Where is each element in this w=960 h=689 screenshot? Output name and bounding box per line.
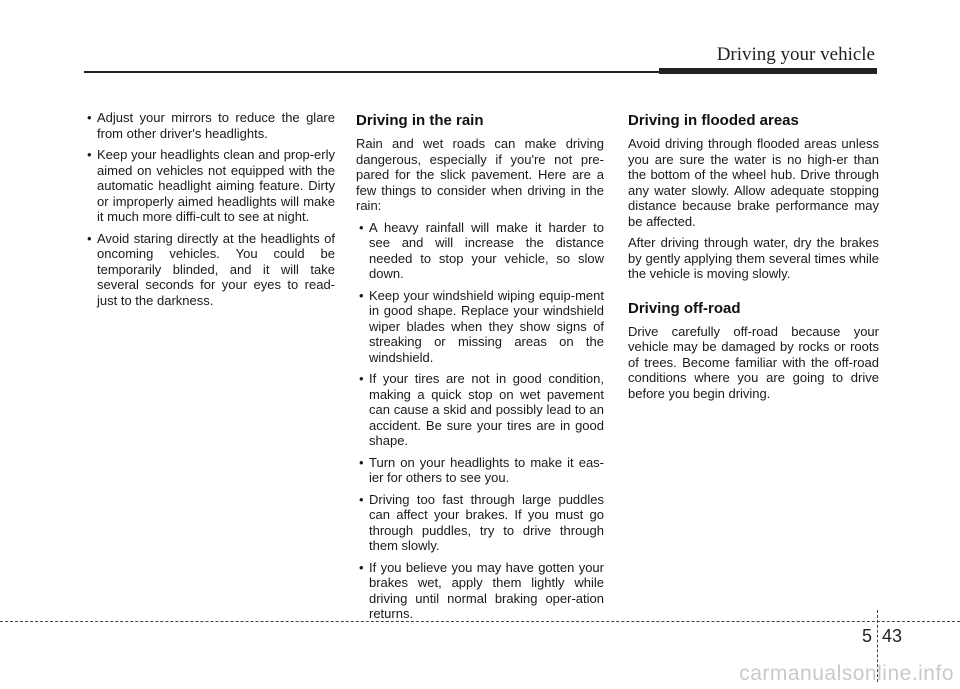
column-rain (356, 110, 604, 628)
flooded-paragraph-1: Avoid driving through flooded areas unless you are sure the water is no high-er than the bottom of the wheel hub. Drive through any water slowly. Allow adequate stopping distance because brake performance may be affected. (628, 136, 879, 229)
flooded-paragraph-2: After driving through water, dry the brakes by gently applying them several times while the vehicle is moving slowly. (628, 235, 879, 281)
bullet-icon: • (359, 559, 364, 575)
list-item: • Turn on your headlights to make it eas-ier for others to see you. (359, 454, 604, 485)
list-item: • Adjust your mirrors to reduce the glare from other driver's headlights. (87, 110, 335, 141)
section-heading-offroad: Driving off-road (628, 299, 741, 317)
list-item: • If your tires are not in good condition, making a quick stop on wet pavement can cause a skid and possibly lead to an accident. Be sure your tires are in good shape. (359, 371, 604, 448)
section-heading-rain: Driving in the rain (356, 112, 484, 129)
watermark: carmanualsonline.info (739, 662, 954, 685)
offroad-paragraph: Drive carefully off-road because your vehicle may be damaged by rocks or roots of trees. Become familiar with the off-road conditions where you are going to drive before you begin driving. (628, 323, 879, 401)
page-number: 43 (882, 626, 903, 646)
bullet-list (356, 220, 604, 622)
section-number: 5 (861, 626, 872, 646)
header-rule-thick (659, 68, 877, 74)
column-mirrors (84, 110, 335, 314)
bullet-icon: • (87, 147, 92, 162)
bullet-list (84, 110, 335, 308)
header-rule-thin (84, 71, 659, 73)
header-title: Driving your vehicle (716, 44, 875, 65)
bullet-icon: • (87, 110, 92, 125)
list-item: • Driving too fast through large puddles can affect your brakes. If you must go through puddles, try to drive through them slowly. (359, 491, 604, 553)
bullet-icon: • (87, 230, 92, 246)
footer-divider (0, 621, 960, 622)
bullet-icon: • (359, 287, 364, 303)
bullet-icon: • (359, 454, 364, 470)
rain-intro: Rain and wet roads can make driving dangerous, especially if you're not pre-pared for the slick pavement. Here are a few things to consider when driving in the rain: (356, 136, 604, 213)
list-item: • Keep your headlights clean and prop-erly aimed on vehicles not equipped with the automatic headlight aiming feature. Dirty or improperly aimed headlights will make it much more diffi-cult to see at night. (87, 147, 335, 224)
bullet-icon: • (359, 371, 364, 386)
section-heading-flooded: Driving in flooded areas (628, 112, 799, 129)
bullet-icon: • (359, 219, 364, 235)
bullet-icon: • (359, 491, 364, 507)
list-item: • Keep your windshield wiping equip-ment in good shape. Replace your windshield wiper blades when they show signs of streaking or missing areas on the windshield. (359, 287, 604, 365)
list-item: • If you believe you may have gotten your brakes wet, apply them lightly while driving until normal braking oper-ation returns. (359, 559, 604, 621)
list-item: • A heavy rainfall will make it harder to see and will increase the distance needed to stop your vehicle, so slow down. (359, 219, 604, 281)
column-flooded-offroad (628, 110, 879, 407)
list-item: • Avoid staring directly at the headlights of oncoming vehicles. You could be temporarily blinded, and it will take several seconds for your eyes to read-just to the darkness. (87, 230, 335, 308)
